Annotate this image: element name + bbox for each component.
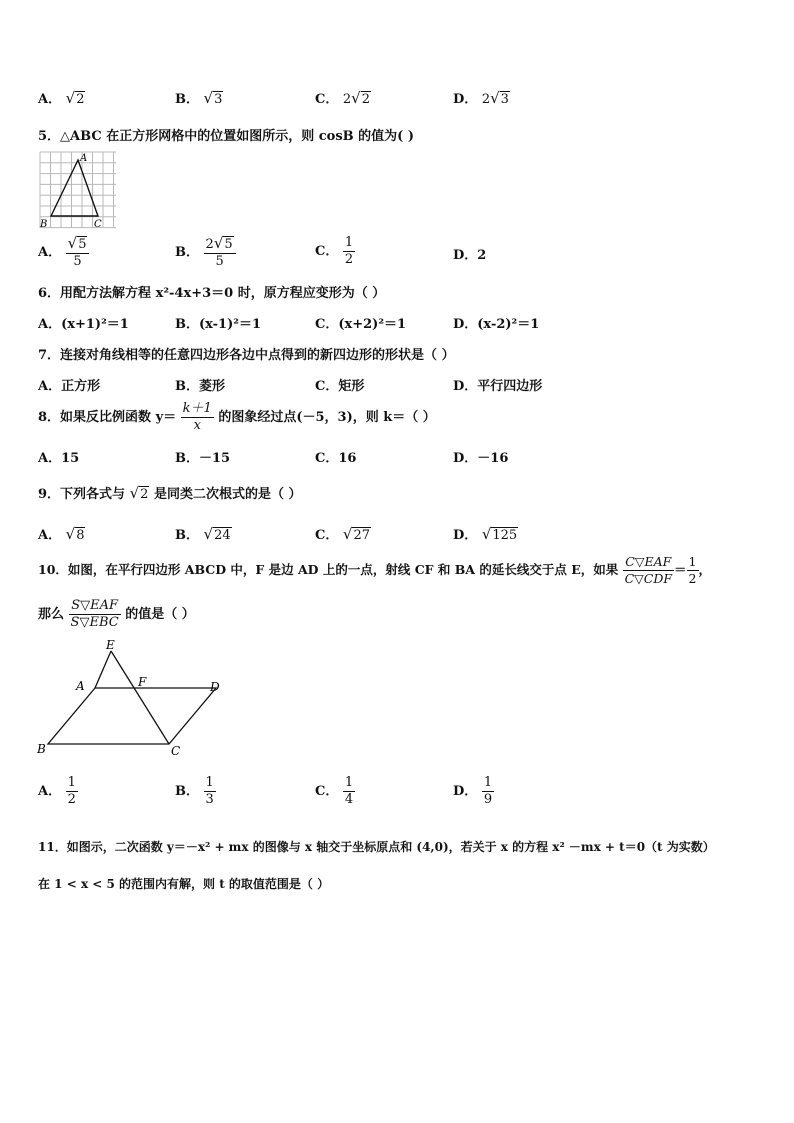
fraction: $\frac{1}{3}$ xyxy=(205,775,214,807)
q7-option-a: A．正方形 xyxy=(38,379,101,394)
fraction: $\frac{1}{2}$ xyxy=(67,775,76,807)
sqrt: √8 xyxy=(65,525,85,543)
q10-option-d: D． $\frac{1}{9}$ xyxy=(453,775,493,807)
q9-option-b: B． √24 xyxy=(175,525,231,543)
q7-option-d: D．平行四边形 xyxy=(453,379,543,394)
fraction: $\frac{1}{2}$ xyxy=(344,235,354,267)
q4-option-b: B． √3 xyxy=(175,89,223,107)
line-ae xyxy=(95,651,111,688)
parallelogram-abcd xyxy=(48,688,216,744)
q8-option-c: C．16 xyxy=(315,451,357,466)
q6-option-c: C．(x+2)²＝1 xyxy=(315,317,407,332)
q6-option-b: B．(x-1)²＝1 xyxy=(175,317,261,332)
sqrt: 2√3 xyxy=(481,89,509,107)
q10-option-b: B． $\frac{1}{3}$ xyxy=(175,775,214,807)
q10-option-c: C． $\frac{1}{4}$ xyxy=(315,775,354,807)
q8-stem: 8．如果反比例函数 y＝ $\frac{k+1}{x}$ 的图象经过点(－5，3)，则 k＝（ ） xyxy=(38,401,436,433)
q8-option-a: A．15 xyxy=(38,451,80,466)
q10-parallelogram-figure xyxy=(36,638,226,760)
label-a: A xyxy=(76,679,85,693)
q6-option-a: A．(x+1)²＝1 xyxy=(38,317,129,332)
sqrt: √2 xyxy=(129,484,149,502)
q10-stem-line2: 那么 $\frac{\text{S▽EAF}}{\text{S▽EBC}}$ 的值是（ ） xyxy=(38,598,195,630)
q6-stem: 6．用配方法解方程 x²-4x+3＝0 时，原方程应变形为（ ） xyxy=(38,286,386,301)
fraction: $\frac{1}{2}$ xyxy=(688,554,697,586)
fraction: $\frac{\text{S▽EAF}}{\text{S▽EBC}}$ xyxy=(70,598,119,630)
q4-option-a: A． √2 xyxy=(38,89,85,107)
q6-option-d: D．(x-2)²＝1 xyxy=(453,317,540,332)
q5-stem: 5．△ABC 在正方形网格中的位置如图所示，则 cosB 的值为( ) xyxy=(38,129,415,144)
sqrt: √3 xyxy=(203,89,223,107)
sqrt: 2√2 xyxy=(342,89,371,107)
q5-option-d: D．2 xyxy=(453,248,487,263)
label-b: B xyxy=(40,219,48,230)
sqrt: √125 xyxy=(481,525,518,543)
fraction: $\frac{\text{C▽EAF}}{\text{C▽CDF}}$ xyxy=(624,554,673,586)
q10-option-a: A． $\frac{1}{2}$ xyxy=(38,775,76,807)
q4-option-d: D． 2√3 xyxy=(453,89,509,107)
q8-option-d: D．－16 xyxy=(453,451,509,466)
sqrt: √2 xyxy=(65,89,85,107)
line-ec xyxy=(111,651,169,744)
q9-option-c: C． √27 xyxy=(315,525,370,543)
label-e: E xyxy=(106,638,115,652)
label-b: B xyxy=(37,742,46,756)
q4-option-c: C． 2√2 xyxy=(315,89,371,107)
q5-option-c: C． $\frac{1}{2}$ xyxy=(315,235,354,267)
q9-option-d: D． √125 xyxy=(453,525,518,543)
q11-stem-line1: 11．如图示，二次函数 y＝－x² + mx 的图像与 x 轴交于坐标原点和 (4,0)，若关于 x 的方程 x² －mx + t＝0（t 为实数） xyxy=(38,840,715,854)
q7-option-c: C．矩形 xyxy=(315,379,365,394)
q11-stem-line2: 在 1 < x < 5 的范围内有解，则 t 的取值范围是（ ） xyxy=(38,877,330,891)
fraction: $\frac{k+1}{x}$ xyxy=(182,401,212,433)
q5-option-b: B． $\frac{2√5}{5}$ xyxy=(175,235,236,270)
label-c: C xyxy=(94,219,102,230)
q5-option-a: A． $\frac{√5}{5}$ xyxy=(38,235,89,270)
q7-stem: 7．连接对角线相等的任意四边形各边中点得到的新四边形的形状是（ ） xyxy=(38,348,455,363)
label-a: A xyxy=(80,153,88,164)
label-f: F xyxy=(138,675,147,689)
q5-grid-figure xyxy=(38,148,120,232)
sqrt: √24 xyxy=(203,525,231,543)
label-c: C xyxy=(171,744,181,758)
sqrt: √27 xyxy=(342,525,370,543)
q9-stem: 9．下列各式与 √2 是同类二次根式的是（ ） xyxy=(38,484,302,502)
q9-option-a: A． √8 xyxy=(38,525,85,543)
q7-option-b: B．菱形 xyxy=(175,379,225,394)
q8-option-b: B．－15 xyxy=(175,451,231,466)
fraction: $\frac{√5}{5}$ xyxy=(66,235,90,270)
fraction: $\frac{1}{9}$ xyxy=(483,775,493,807)
fraction: $\frac{2√5}{5}$ xyxy=(204,235,236,270)
fraction: $\frac{1}{4}$ xyxy=(344,775,354,807)
q10-stem-line1: 10．如图，在平行四边形 ABCD 中，F 是边 AD 上的一点，射线 CF 和 BA 的延长线交于点 E，如果 $\frac{\text{C▽EAF}}{\text{C▽CDF}}$ ＝ $\frac{1}{2}$ ， xyxy=(38,554,712,586)
triangle-abc xyxy=(51,160,98,216)
label-d: D xyxy=(210,680,220,694)
